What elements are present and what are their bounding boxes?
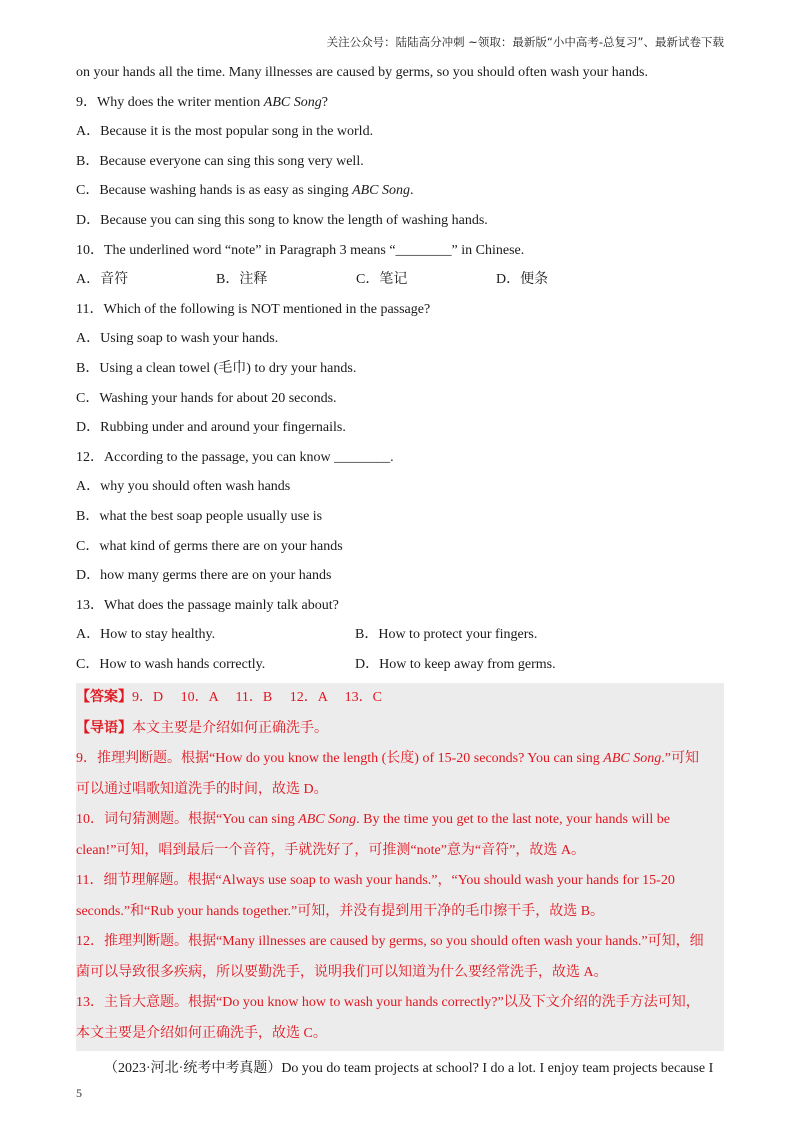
question-12-option-c: C．what kind of germs there are on your hands: [76, 538, 343, 554]
explanation-10-line-1: 10．词句猜测题。根据“You can sing ABC Song. By the time you get to the last note, your hands will be: [76, 812, 670, 828]
question-9-option-a: A．Because it is the most popular song in the world.: [76, 124, 374, 140]
question-11-option-c: C．Washing your hands for about 20 seconds.: [76, 390, 337, 406]
question-13-option-d: D．How to keep away from germs.: [355, 656, 556, 672]
question-12-option-b: B．what the best soap people usually use is: [76, 508, 323, 524]
question-9-stem: 9．Why does the writer mention ABC Song?: [76, 94, 328, 110]
explanation-12-line-2: 菌可以导致很多疾病，所以要勤洗手，说明我们可以知道为什么要经常洗手，故选 A。: [76, 964, 608, 980]
explanation-9-line-2: 可以通过唱歌知道洗手的时间，故选 D。: [76, 781, 328, 797]
question-13-options-row-1: [76, 620, 724, 650]
question-12-option-d: D．how many germs there are on your hands: [76, 568, 332, 584]
explanation-13-line-1: 13．主旨大意题。根据“Do you know how to wash your hands correctly?”以及下文介绍的洗手方法可知，: [76, 995, 700, 1011]
question-10-options: [76, 265, 724, 295]
question-11-option-d: D．Rubbing under and around your fingernails.: [76, 420, 346, 436]
guide-line: 【导语】本文主要是介绍如何正确洗手。: [76, 720, 328, 736]
explanation-9-line-1: 9．推理判断题。根据“How do you know the length (长度) of 15-20 seconds? You can sing ABC Song.”可知: [76, 751, 699, 767]
question-9-option-b: B．Because everyone can sing this song very well.: [76, 153, 364, 169]
question-10-option-b: B．注释: [216, 272, 268, 288]
page-number: 5: [76, 1086, 82, 1100]
answer-explanation-box: [76, 683, 724, 1051]
page-header: 关注公众号：陆陆高分冲刺 ~领取：最新版“小中高考-总复习”、最新试卷下载: [326, 35, 724, 49]
question-9-option-c: C．Because washing hands is as easy as singing ABC Song.: [76, 183, 414, 199]
explanation-10-line-2: clean!”可知，唱到最后一个音符，手就洗好了，可推测“note”意为“音符”，故选 A。: [76, 842, 585, 858]
document-body: [76, 58, 724, 1083]
question-10-option-d: D．便条: [496, 272, 549, 288]
passage-line: on your hands all the time. Many illnesses are caused by germs, so you should often wash your hands.: [76, 65, 648, 80]
question-13-option-c: C．How to wash hands correctly.: [76, 656, 266, 672]
question-11-option-a: A．Using soap to wash your hands.: [76, 331, 279, 347]
question-12-stem: 12．According to the passage, you can know ________.: [76, 449, 394, 465]
explanation-11-line-2: seconds.”和“Rub your hands together.”可知，并没有提到用干净的毛巾擦干手，故选 B。: [76, 903, 605, 919]
question-11-stem: 11．Which of the following is NOT mentioned in the passage?: [76, 301, 431, 317]
next-passage-intro: （2023·河北·统考中考真题）Do you do team projects at school? I do a lot. I enjoy team projects because I: [104, 1061, 714, 1077]
question-10-stem: 10．The underlined word “note” in Paragraph 3 means “________” in Chinese.: [76, 242, 525, 258]
explanation-13-line-2: 本文主要是介绍如何正确洗手，故选 C。: [76, 1025, 327, 1041]
explanation-11-line-1: 11．细节理解题。根据“Always use soap to wash your hands.”，“You should wash your hands for 15-20: [76, 873, 675, 889]
question-9-option-d: D．Because you can sing this song to know the length of washing hands.: [76, 212, 488, 228]
answer-key: 【答案】9．D 10．A 11．B 12．A 13．C: [76, 690, 382, 706]
explanation-12-line-1: 12．推理判断题。根据“Many illnesses are caused by germs, so you should often wash your hands.”可知，细: [76, 934, 704, 950]
question-13-option-a: A．How to stay healthy.: [76, 627, 216, 643]
question-10-option-c: C．笔记: [356, 272, 408, 288]
question-13-options-row-2: [76, 650, 724, 680]
question-13-stem: 13．What does the passage mainly talk about?: [76, 597, 339, 613]
question-10-option-a: A．音符: [76, 272, 129, 288]
question-11-option-b: B．Using a clean towel (毛巾) to dry your hands.: [76, 360, 357, 376]
question-12-option-a: A．why you should often wash hands: [76, 479, 291, 495]
question-13-option-b: B．How to protect your fingers.: [355, 627, 538, 643]
